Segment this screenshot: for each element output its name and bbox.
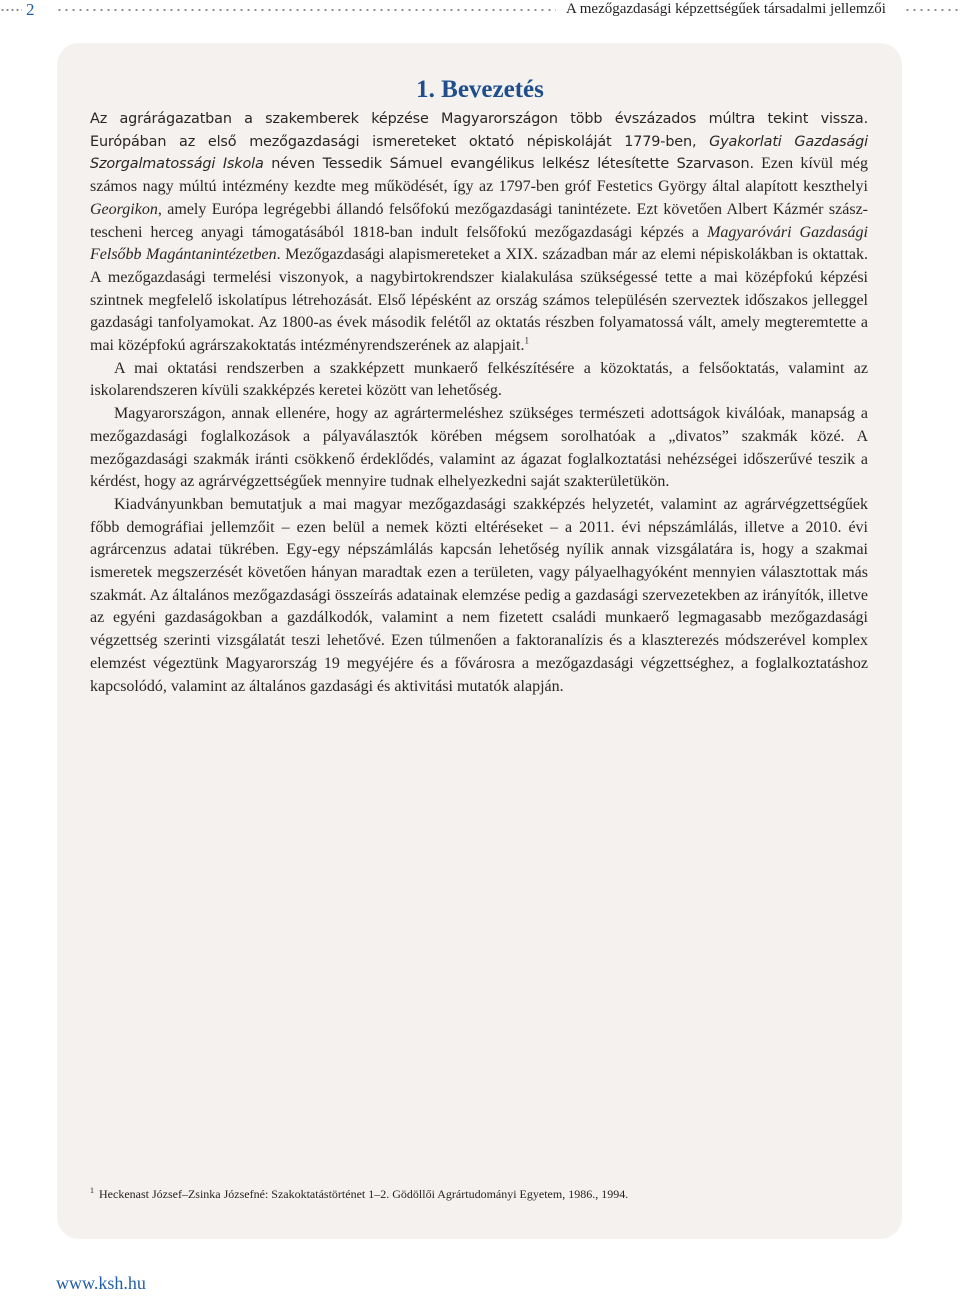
paragraph-1-part-h: . Mezőgazdasági alapismereteket a XIX. században már az elemi népiskolákban is oktattak. A mezőgazdasági termelési viszonyok, a nagybirtokrendszer kialakulása szükségessé tette a mai középfokú képzési szintnek megfelelő iskolatípus létrehozását. Első lépésként az ország számos településén szerveztek időszakos jelleggel gazdasági tanfolyamokat. Az 1800-as évek második felétől az oktatás részben folyamatossá vált, amely megteremtette a mai középfokú agrárszakoktatás intézményrendszerének az alapjait. bbox=[90, 246, 869, 355]
paragraph-1-part-f: , amely Európa legrégebbi állandó felsőfokú mezőgazdasági tanintézete. Ezt követően Albert Kázmér szász-tescheni herceg anyagi támogatásából 1818-ban indult felsőfokú mezőgazdasági képzés a bbox=[90, 200, 868, 241]
header-dots-middle bbox=[56, 9, 556, 11]
website-link[interactable]: www.ksh.hu bbox=[56, 1273, 146, 1293]
page-header bbox=[0, 0, 960, 26]
paragraph-1-georgikon: Georgikon bbox=[90, 200, 158, 218]
footnote-text: Heckenast József–Zsinka Józsefné: Szakoktatástörténet 1–2. Gödöllői Agrártudományi Egyetem, 1986., 1994. bbox=[99, 1187, 629, 1201]
header-dots-left bbox=[0, 9, 22, 11]
paragraph-2: A mai oktatási rendszerben a szakképzett munkaerő felkészítésére a közoktatás, a felsőoktatás, valamint az iskolarendszeren kívüli szakképzés keretei között van lehetőség. bbox=[90, 359, 868, 400]
header-dots-right bbox=[904, 9, 960, 11]
page-number: 2 bbox=[26, 0, 35, 19]
body-text bbox=[90, 108, 868, 698]
paragraph-1-part-c: néven Tessedik Sámuel evangélikus lelkész létesítette Szarvason. bbox=[263, 156, 754, 173]
paragraph-1-institute-name: Magyaróvári Gazdasági Felsőbb Magántanintézetben bbox=[90, 223, 869, 264]
chapter-title: 1. Bevezetés bbox=[416, 75, 544, 103]
paragraph-3: Magyarországon, annak ellenére, hogy az agrártermeléshez szükséges természeti adottságok kiválóak, manapság a mezőgazdasági foglalkozások a pályaválasztók körében mégsem sorolhatóak a „divatos” szakmák közé. A mezőgazdasági szakmák iránti csökkenő érdeklődés, valamint az ágazat foglalkoztatási nehézségei időszerűvé teszik a kérdést, hogy az agrárvégzettségűek mennyire tudnak elhelyezkedni saját szakterületükön. bbox=[90, 405, 868, 491]
footnote bbox=[90, 1187, 868, 1202]
footnote-marker: 1 bbox=[90, 1186, 94, 1195]
paragraph-1-school-name: Gyakorlati Gazdasági Szorgalmatossági Iskola bbox=[90, 133, 868, 173]
paragraph-4: Kiadványunkban bemutatjuk a mai magyar mezőgazdasági szakképzés helyzetét, valamint az agrárvégzettségűek főbb demográfiai jellemzőit – ezen belül a nemek közti eltéréseket – a 2011. évi népszámlálás, illetve a 2010. évi agrárcenzus adatai tükrében. Egy-egy népszámlálás kapcsán lehetőség nyílik annak vizsgálatára is, hogy a szakmai ismeretek megszerzését követően hányan maradtak ezen a területen, vagy pályaelhagyóként mennyien választottak más szakmát. Az általános mezőgazdasági összeírás adatainak elemzése pedig a gazdasági szervezetekben az irányítók, illetve az egyéni gazdaságokban a gazdálkodók, valamint a nem fizetett családi munkaerő legmagasabb mezőgazdasági végzettség szerinti vizsgálatát teszi lehetővé. Ezen túlmenően a faktoranalízis és a klaszterezés módszerével komplex elemzést végeztünk Magyarország 19 megyéjére és a fővárosra a mezőgazdasági végzettséghez, a foglalkoztatáshoz kapcsolódó, valamint az általános gazdasági és aktivitási mutatók alapján. bbox=[90, 495, 868, 695]
paragraph-1-part-a: Az agrárágazatban a szakemberek képzése Magyarországon több évszázados múltra tekint vissza. Európában az első mezőgazdasági ismereteket oktató népiskoláját 1779-ben, bbox=[90, 111, 868, 150]
paragraph-1 bbox=[90, 108, 868, 358]
header-title: A mezőgazdasági képzettségűek társadalmi jellemzői bbox=[566, 1, 886, 17]
paragraph-1-part-d: Ezen kívül még számos nagy múltú intézmény kezdte meg működését, így az 1797-ben gróf Festetics György által alapított keszthelyi bbox=[90, 155, 868, 196]
footnote-reference[interactable]: 1 bbox=[524, 335, 529, 346]
